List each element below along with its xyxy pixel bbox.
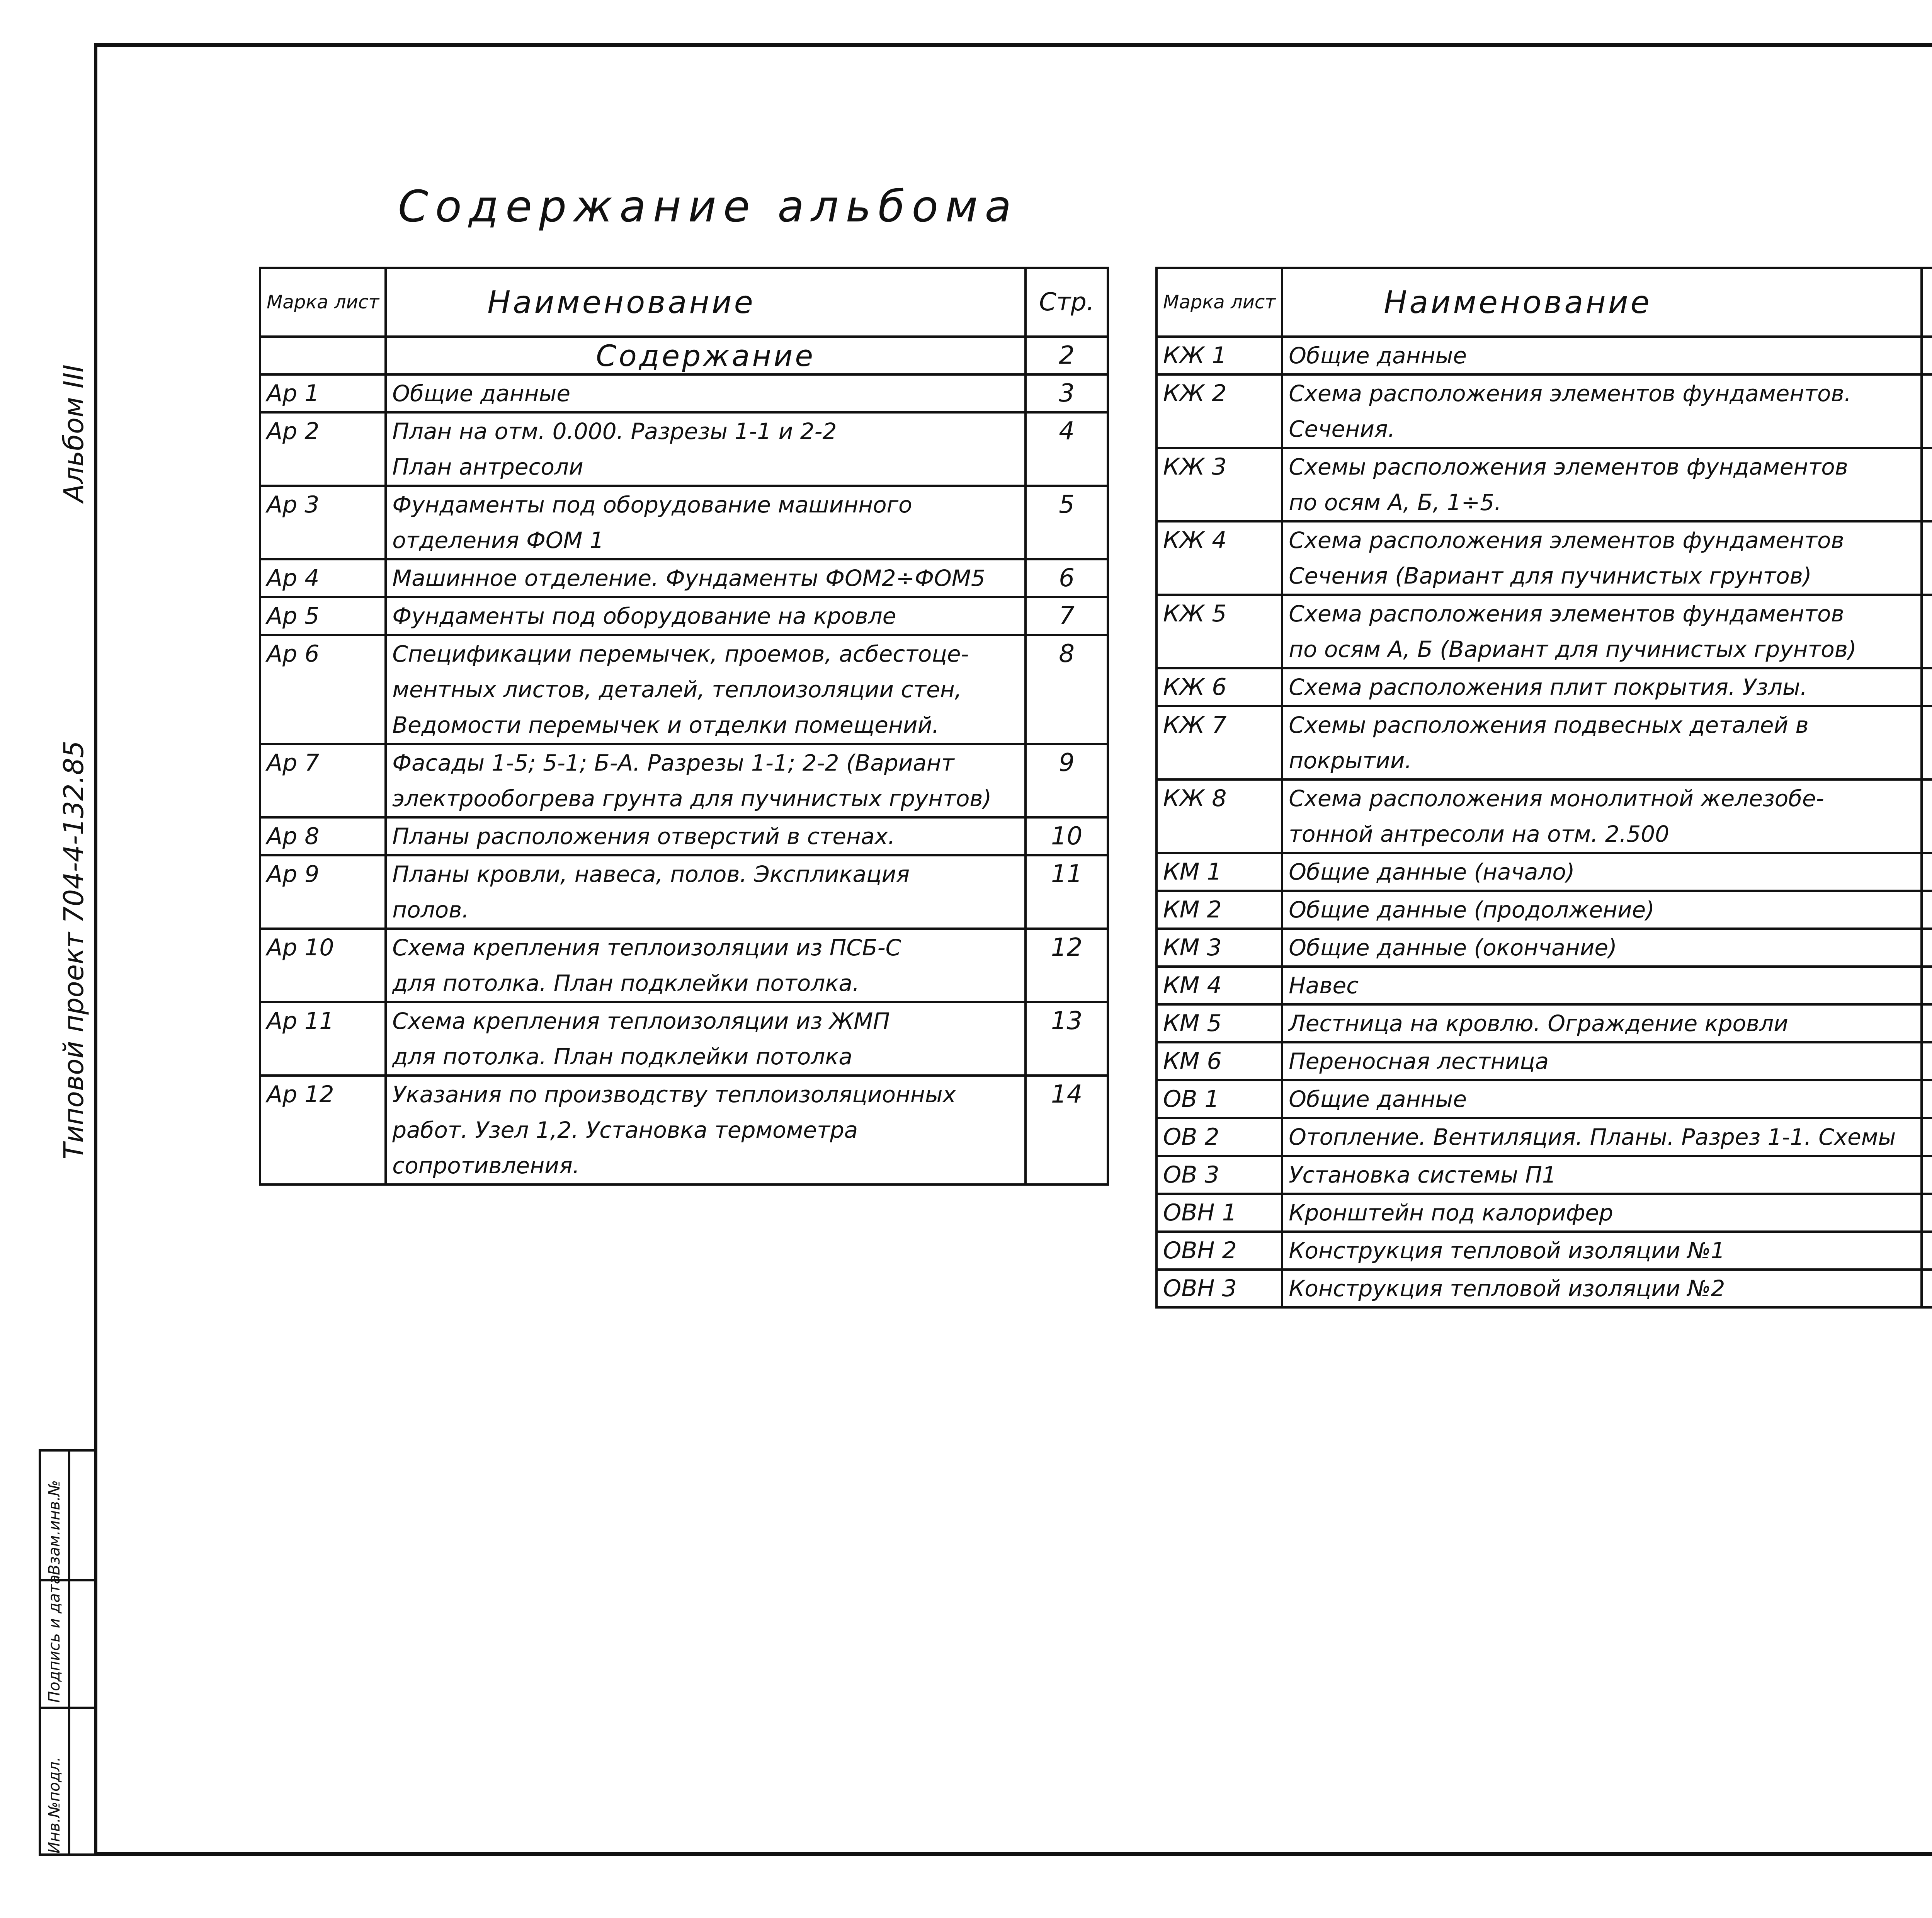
row-mark: Ар 11 [260, 1002, 386, 1039]
table-row [1156, 743, 1932, 779]
row-mark [260, 1039, 386, 1076]
row-page: 8 [1026, 635, 1108, 672]
row-name: Кронштейн под калорифер [1282, 1194, 1922, 1232]
row-mark: КМ 6 [1156, 1042, 1282, 1080]
row-name: электрообогрева грунта для пучинистых грунтов) [386, 781, 1026, 817]
row-mark: Ар 7 [260, 744, 386, 781]
row-mark: Ар 6 [260, 635, 386, 672]
row-page: 6 [1026, 559, 1108, 597]
row-page [1922, 1042, 1932, 1080]
project-label: Типовой проект 704-4-132.85 [58, 740, 90, 1159]
table-row [260, 707, 1108, 744]
table-row [260, 892, 1108, 929]
row-page [1922, 448, 1932, 485]
row-page [1922, 631, 1932, 668]
row-page [1922, 779, 1932, 816]
table-row [260, 412, 1108, 449]
row-name: Планы расположения отверстий в стенах. [386, 817, 1026, 855]
row-name: Общие данные (начало) [1282, 853, 1922, 891]
table-row [260, 672, 1108, 707]
row-mark [260, 781, 386, 817]
row-name: Схема крепления теплоизоляции из ПСБ-С [386, 929, 1026, 965]
row-page [1026, 892, 1108, 929]
row-name: Сечения (Вариант для пучинистых грунтов) [1282, 558, 1922, 595]
row-mark: Ар 12 [260, 1076, 386, 1112]
row-name: отделения ФОМ 1 [386, 522, 1026, 559]
row-mark: ОВ 1 [1156, 1080, 1282, 1118]
row-name: Общие данные [386, 374, 1026, 412]
row-page: 5 [1026, 486, 1108, 522]
table-row [260, 374, 1108, 412]
row-mark [260, 449, 386, 486]
row-page: 4 [1026, 412, 1108, 449]
row-page: 10 [1026, 817, 1108, 855]
stamp-divider [68, 1452, 70, 1853]
row-page: 12 [1026, 929, 1108, 965]
row-mark: КЖ 1 [1156, 337, 1282, 374]
row-name: Машинное отделение. Фундаменты ФОМ2÷ФОМ5 [386, 559, 1026, 597]
row-page [1922, 1080, 1932, 1118]
row-mark: КЖ 5 [1156, 595, 1282, 631]
stamp-label: Инв.№подл. [46, 1756, 63, 1853]
table-row [1156, 1080, 1932, 1118]
table-row [260, 486, 1108, 522]
row-page: 13 [1026, 1002, 1108, 1039]
header-name: Наименование [1282, 268, 1922, 337]
row-mark: Ар 10 [260, 929, 386, 965]
row-name: покрытии. [1282, 743, 1922, 779]
row-page [1922, 337, 1932, 374]
table-row [260, 744, 1108, 781]
table-row [260, 1076, 1108, 1112]
row-mark: Ар 5 [260, 597, 386, 635]
row-name: Конструкция тепловой изоляции №2 [1282, 1270, 1922, 1307]
row-mark [260, 672, 386, 707]
row-mark: ОВН 3 [1156, 1270, 1282, 1307]
row-mark [260, 892, 386, 929]
row-mark: КМ 5 [1156, 1004, 1282, 1042]
row-name: полов. [386, 892, 1026, 929]
row-page [1026, 672, 1108, 707]
row-page [1026, 1112, 1108, 1148]
stamp-cell [41, 1707, 94, 1709]
row-page [1026, 965, 1108, 1002]
row-mark: КМ 2 [1156, 891, 1282, 929]
row-mark: Ар 8 [260, 817, 386, 855]
row-name: Общие данные [1282, 337, 1922, 374]
table-row [1156, 558, 1932, 595]
table-row [1156, 485, 1932, 521]
row-page [1922, 816, 1932, 853]
row-mark [260, 707, 386, 744]
row-page [1026, 1039, 1108, 1076]
row-name: Спецификации перемычек, проемов, асбестоце- [386, 635, 1026, 672]
row-name: Переносная лестница [1282, 1042, 1922, 1080]
table-row [260, 449, 1108, 486]
row-mark: ОВН 1 [1156, 1194, 1282, 1232]
row-name: Установка системы П1 [1282, 1156, 1922, 1194]
table-row [1156, 929, 1932, 967]
row-mark: Ар 9 [260, 855, 386, 892]
row-name: Схема расположения плит покрытия. Узлы. [1282, 668, 1922, 706]
row-page: 14 [1026, 1076, 1108, 1112]
table-row [260, 1112, 1108, 1148]
row-mark: КЖ 8 [1156, 779, 1282, 816]
row-mark: КЖ 6 [1156, 668, 1282, 706]
row-page [1922, 595, 1932, 631]
row-mark: КЖ 4 [1156, 521, 1282, 558]
row-name: работ. Узел 1,2. Установка термометра [386, 1112, 1026, 1148]
row-name: Планы кровли, навеса, полов. Экспликация [386, 855, 1026, 892]
row-page [1922, 558, 1932, 595]
row-name: Схема расположения монолитной железобе- [1282, 779, 1922, 816]
row-name: для потолка. План подклейки потолка [386, 1039, 1026, 1076]
row-name: по осям А, Б, 1÷5. [1282, 485, 1922, 521]
table-row [1156, 816, 1932, 853]
row-name: Схема крепления теплоизоляции из ЖМП [386, 1002, 1026, 1039]
row-name: Ведомости перемычек и отделки помещений. [386, 707, 1026, 744]
row-mark [1156, 558, 1282, 595]
album-label: Альбом III [58, 364, 90, 502]
row-name: Указания по производству теплоизоляционных [386, 1076, 1026, 1112]
table-row [1156, 374, 1932, 411]
table-row [260, 965, 1108, 1002]
row-page [1922, 1270, 1932, 1307]
table-row [260, 1002, 1108, 1039]
approval-stamp [39, 1449, 97, 1856]
row-page [1026, 781, 1108, 817]
row-page [1922, 706, 1932, 743]
row-mark: КМ 4 [1156, 967, 1282, 1004]
row-mark [260, 337, 386, 374]
row-page [1922, 374, 1932, 411]
table-row [1156, 668, 1932, 706]
row-page [1922, 743, 1932, 779]
table-row [1156, 1270, 1932, 1307]
row-name: Схема расположения элементов фундаментов [1282, 521, 1922, 558]
row-mark [1156, 631, 1282, 668]
row-mark [260, 522, 386, 559]
row-mark: КМ 1 [1156, 853, 1282, 891]
row-page: 2 [1026, 337, 1108, 374]
row-name: Конструкция тепловой изоляции №1 [1282, 1232, 1922, 1270]
row-mark: ОВН 2 [1156, 1232, 1282, 1270]
row-page [1922, 521, 1932, 558]
row-page [1026, 1148, 1108, 1184]
row-page [1922, 929, 1932, 967]
row-name: Схемы расположения элементов фундаментов [1282, 448, 1922, 485]
row-name: по осям А, Б (Вариант для пучинистых грунтов) [1282, 631, 1922, 668]
row-page: 11 [1026, 855, 1108, 892]
row-name: для потолка. План подклейки потолка. [386, 965, 1026, 1002]
table-row [1156, 1118, 1932, 1156]
table-row [1156, 706, 1932, 743]
table-row [260, 559, 1108, 597]
row-name: Общие данные [1282, 1080, 1922, 1118]
row-mark: КЖ 3 [1156, 448, 1282, 485]
row-name: тонной антресоли на отм. 2.500 [1282, 816, 1922, 853]
table-row [260, 817, 1108, 855]
table-row [1156, 411, 1932, 448]
row-mark: Ар 2 [260, 412, 386, 449]
row-name: ментных листов, деталей, теплоизоляции стен, [386, 672, 1026, 707]
row-mark [260, 1148, 386, 1184]
row-page [1026, 522, 1108, 559]
table-row [260, 337, 1108, 374]
row-name: Общие данные (продолжение) [1282, 891, 1922, 929]
row-name: Фундаменты под оборудование на кровле [386, 597, 1026, 635]
row-mark: КЖ 2 [1156, 374, 1282, 411]
table-row [1156, 595, 1932, 631]
header-page [1922, 268, 1932, 337]
table-row [260, 781, 1108, 817]
table-row [260, 929, 1108, 965]
row-name: Содержание [386, 337, 1026, 374]
row-name: План на отм. 0.000. Разрезы 1-1 и 2-2 [386, 412, 1026, 449]
table-row [1156, 521, 1932, 558]
row-mark [1156, 816, 1282, 853]
row-page [1922, 891, 1932, 929]
header-mark: Марка лист [1156, 268, 1282, 337]
table-row [1156, 337, 1932, 374]
table-row [1156, 448, 1932, 485]
row-mark: ОВ 2 [1156, 1118, 1282, 1156]
row-page [1922, 485, 1932, 521]
table-row [260, 635, 1108, 672]
row-name: Общие данные (окончание) [1282, 929, 1922, 967]
row-name: Схема расположения элементов фундаментов [1282, 595, 1922, 631]
table-row [1156, 779, 1932, 816]
row-mark: КМ 3 [1156, 929, 1282, 967]
row-name: Навес [1282, 967, 1922, 1004]
row-page [1922, 411, 1932, 448]
row-name: Лестница на кровлю. Ограждение кровли [1282, 1004, 1922, 1042]
table-row [260, 855, 1108, 892]
table-row [260, 1039, 1108, 1076]
row-name: План антресоли [386, 449, 1026, 486]
row-name: Отопление. Вентиляция. Планы. Разрез 1-1. Схемы [1282, 1118, 1922, 1156]
row-page [1922, 1194, 1932, 1232]
table-row [260, 597, 1108, 635]
row-mark [1156, 743, 1282, 779]
table-row [1156, 891, 1932, 929]
table-row [1156, 1156, 1932, 1194]
row-name: Фундаменты под оборудование машинного [386, 486, 1026, 522]
row-mark [1156, 411, 1282, 448]
contents-table-right [1155, 267, 1932, 1309]
row-mark [1156, 485, 1282, 521]
row-page: 9 [1026, 744, 1108, 781]
stamp-label: Взам.инв.№ [46, 1480, 63, 1575]
row-page: 3 [1026, 374, 1108, 412]
table-row [1156, 1194, 1932, 1232]
row-page [1922, 853, 1932, 891]
album-title: Содержание альбома [398, 182, 1019, 232]
table-row [260, 1148, 1108, 1184]
row-mark: Ар 4 [260, 559, 386, 597]
row-page [1922, 1156, 1932, 1194]
row-mark: Ар 1 [260, 374, 386, 412]
row-mark: ОВ 3 [1156, 1156, 1282, 1194]
row-page [1026, 449, 1108, 486]
contents-table-left [259, 267, 1109, 1186]
row-name: сопротивления. [386, 1148, 1026, 1184]
stamp-label: Подпись и дата [46, 1574, 63, 1703]
row-page: 7 [1026, 597, 1108, 635]
table-row [1156, 1004, 1932, 1042]
row-mark [260, 1112, 386, 1148]
header-name: Наименование [386, 268, 1026, 337]
table-header [1156, 268, 1932, 337]
table-row [1156, 631, 1932, 668]
row-name: Схема расположения элементов фундаментов. [1282, 374, 1922, 411]
header-mark: Марка лист [260, 268, 386, 337]
row-page [1026, 707, 1108, 744]
row-name: Фасады 1-5; 5-1; Б-А. Разрезы 1-1; 2-2 (Вариант [386, 744, 1026, 781]
table-row [1156, 1042, 1932, 1080]
row-page [1922, 668, 1932, 706]
row-page [1922, 1118, 1932, 1156]
row-name: Схемы расположения подвесных деталей в [1282, 706, 1922, 743]
row-mark: КЖ 7 [1156, 706, 1282, 743]
table-row [1156, 853, 1932, 891]
row-page [1922, 1004, 1932, 1042]
row-mark [260, 965, 386, 1002]
table-row [1156, 967, 1932, 1004]
table-row [260, 522, 1108, 559]
row-mark: Ар 3 [260, 486, 386, 522]
row-page [1922, 1232, 1932, 1270]
table-header [260, 268, 1108, 337]
header-page: Стр. [1026, 268, 1108, 337]
row-page [1922, 967, 1932, 1004]
row-name: Сечения. [1282, 411, 1922, 448]
table-row [1156, 1232, 1932, 1270]
